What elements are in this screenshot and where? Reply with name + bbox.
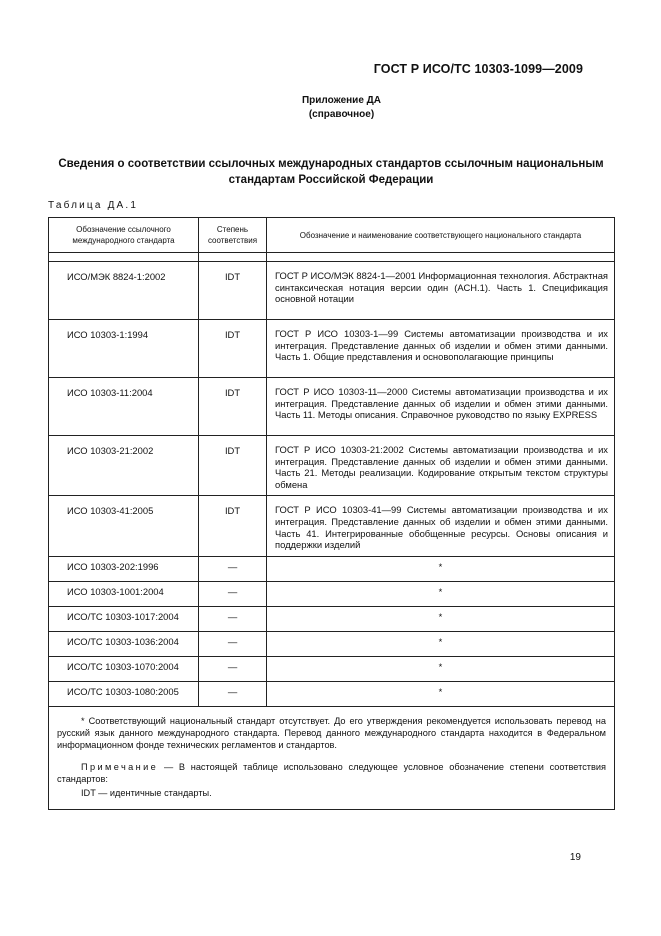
table-row — [49, 436, 615, 496]
international-standard-cell: ИСО 10303-41:2005 — [49, 496, 199, 556]
degree-cell: IDT — [199, 378, 267, 436]
degree-cell: — — [199, 606, 267, 631]
table-notes-row — [49, 706, 615, 809]
table-row — [49, 656, 615, 681]
section-title-line-2: стандартам Российской Федерации — [228, 174, 434, 186]
national-standard-cell: * — [267, 581, 615, 606]
page-number: 19 — [569, 852, 581, 863]
idt-definition: IDT — идентичные стандарты. — [81, 787, 212, 798]
section-title-line-1: Сведения о соответствии ссылочных международных стандартов ссылочным национальным — [58, 158, 604, 170]
international-standard-cell: ИСО 10303-202:1996 — [49, 556, 199, 581]
degree-cell: — — [199, 681, 267, 706]
national-standard-cell: ГОСТ Р ИСО 10303-11—2000 Системы автоматизации производства и их интеграция. Представление данных об изделии и обмен этими данными. Часть 11. Методы описания. Справочное руководство по языку EXPRESS — [267, 378, 615, 436]
national-standard-cell: ГОСТ Р ИСО 10303-21:2002 Системы автоматизации производства и их интеграция. Представление данных об изделии и обмен этими данными. Часть 21. Методы реализации. Кодирование открытым текстом структуры обмена — [267, 436, 615, 496]
standards-table — [48, 217, 615, 810]
annex-heading — [0, 94, 661, 122]
degree-cell: IDT — [199, 320, 267, 378]
table-row — [49, 581, 615, 606]
table-header-row — [49, 218, 615, 253]
table-row — [49, 606, 615, 631]
national-standard-cell: * — [267, 631, 615, 656]
degree-cell: IDT — [199, 436, 267, 496]
footnote: * Соответствующий национальный стандарт отсутствует. До его утверждения рекомендуется использовать перевод на русский язык данного международного стандарта. Перевод данного международного стандарта находится в Федеральном информационном фонде технических регламентов и стандартов. — [57, 715, 606, 750]
national-standard-cell: * — [267, 606, 615, 631]
section-title — [48, 156, 614, 188]
international-standard-cell: ИСО/ТС 10303-1070:2004 — [49, 656, 199, 681]
annex-subtitle: (справочное) — [308, 109, 375, 120]
table-row — [49, 556, 615, 581]
column-header-national: Обозначение и наименование соответствующего национального стандарта — [267, 218, 615, 253]
international-standard-cell: ИСО/ТС 10303-1036:2004 — [49, 631, 199, 656]
annex-title: Приложение ДА — [301, 95, 382, 106]
national-standard-cell: ГОСТ Р ИСО/МЭК 8824-1—2001 Информационная технология. Абстрактная синтаксическая нотация версии один (АСН.1). Часть 1. Спецификация основной нотации — [267, 262, 615, 320]
table-row — [49, 681, 615, 706]
table-row — [49, 631, 615, 656]
international-standard-cell: ИСО 10303-1:1994 — [49, 320, 199, 378]
table-row — [49, 496, 615, 556]
table-spacer-row — [49, 253, 615, 262]
table-notes-cell — [49, 706, 615, 809]
column-header-degree: Степень соответствия — [199, 218, 267, 253]
document-header: ГОСТ Р ИСО/ТС 10303-1099—2009 — [373, 62, 583, 76]
note-text: — В настоящей таблице использовано следующее условное обозначение степени соответствия стандартов: — [57, 761, 606, 784]
degree-cell: IDT — [199, 496, 267, 556]
degree-cell: IDT — [199, 262, 267, 320]
degree-cell: — — [199, 656, 267, 681]
note-label: Примечание — [81, 761, 159, 772]
table-row — [49, 262, 615, 320]
degree-cell: — — [199, 556, 267, 581]
national-standard-cell: * — [267, 681, 615, 706]
international-standard-cell: ИСО 10303-21:2002 — [49, 436, 199, 496]
national-standard-cell: ГОСТ Р ИСО 10303-1—99 Системы автоматизации производства и их интеграция. Представление данных об изделии и обмен этими данными. Часть 1. Общие представления и основополагающие принципы — [267, 320, 615, 378]
table-caption: Таблица ДА.1 — [48, 200, 139, 211]
national-standard-cell: * — [267, 656, 615, 681]
international-standard-cell: ИСО 10303-11:2004 — [49, 378, 199, 436]
degree-cell: — — [199, 631, 267, 656]
table-row — [49, 320, 615, 378]
degree-cell: — — [199, 581, 267, 606]
national-standard-cell: ГОСТ Р ИСО 10303-41—99 Системы автоматизации производства и их интеграция. Представление данных об изделии и обмен этими данными. Часть 41. Интегрированные обобщенные ресурсы. Основы описания и поддержки изделий — [267, 496, 615, 556]
national-standard-cell: * — [267, 556, 615, 581]
international-standard-cell: ИСО/ТС 10303-1017:2004 — [49, 606, 199, 631]
note — [57, 761, 606, 785]
international-standard-cell: ИСО 10303-1001:2004 — [49, 581, 199, 606]
column-header-international: Обозначение ссылочного международного стандарта — [49, 218, 199, 253]
international-standard-cell: ИСО/ТС 10303-1080:2005 — [49, 681, 199, 706]
table-row — [49, 378, 615, 436]
international-standard-cell: ИСО/МЭК 8824-1:2002 — [49, 262, 199, 320]
